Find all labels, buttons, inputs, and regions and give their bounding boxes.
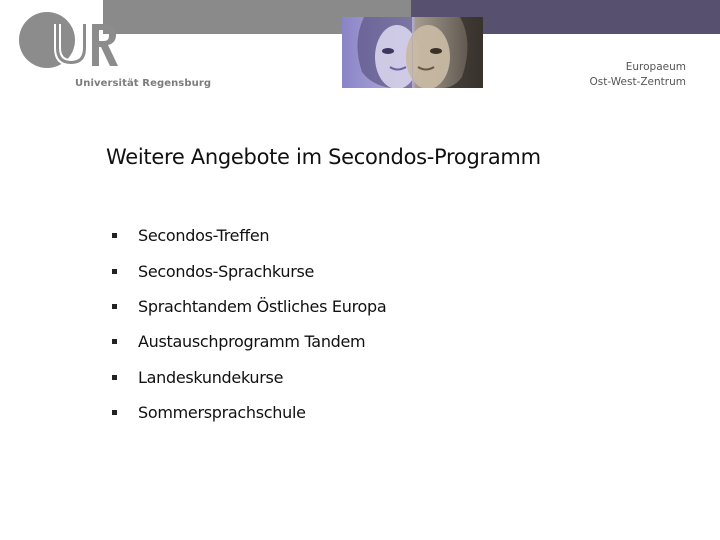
institute-line-1: Europaeum (625, 61, 686, 73)
institute-line-2: Ost-West-Zentrum (589, 76, 686, 88)
bullet-icon (112, 269, 117, 274)
bullet-icon (112, 375, 117, 380)
list-item (109, 324, 386, 359)
bullet-icon (112, 304, 117, 309)
slide-title: Weitere Angebote im Secondos-Programm (106, 145, 541, 169)
list-item (109, 395, 386, 430)
offer-list (109, 218, 386, 430)
list-item-label: Landeskundekurse (138, 367, 284, 387)
list-item (109, 289, 386, 324)
list-item-label: Sprachtandem Östliches Europa (138, 296, 387, 316)
list-item-label: Secondos-Sprachkurse (138, 261, 315, 281)
bullet-icon (112, 410, 117, 415)
bullet-icon (112, 339, 117, 344)
list-item-label: Secondos-Treffen (138, 226, 270, 246)
portrait-image (342, 17, 483, 88)
list-item-label: Sommersprachschule (138, 403, 306, 423)
list-item (109, 253, 386, 288)
institute-name (590, 60, 686, 90)
list-item-label: Austauschprogramm Tandem (138, 332, 366, 352)
list-item (109, 218, 386, 253)
university-name: Universität Regensburg (75, 78, 212, 89)
list-item (109, 360, 386, 395)
bullet-icon (112, 233, 117, 238)
